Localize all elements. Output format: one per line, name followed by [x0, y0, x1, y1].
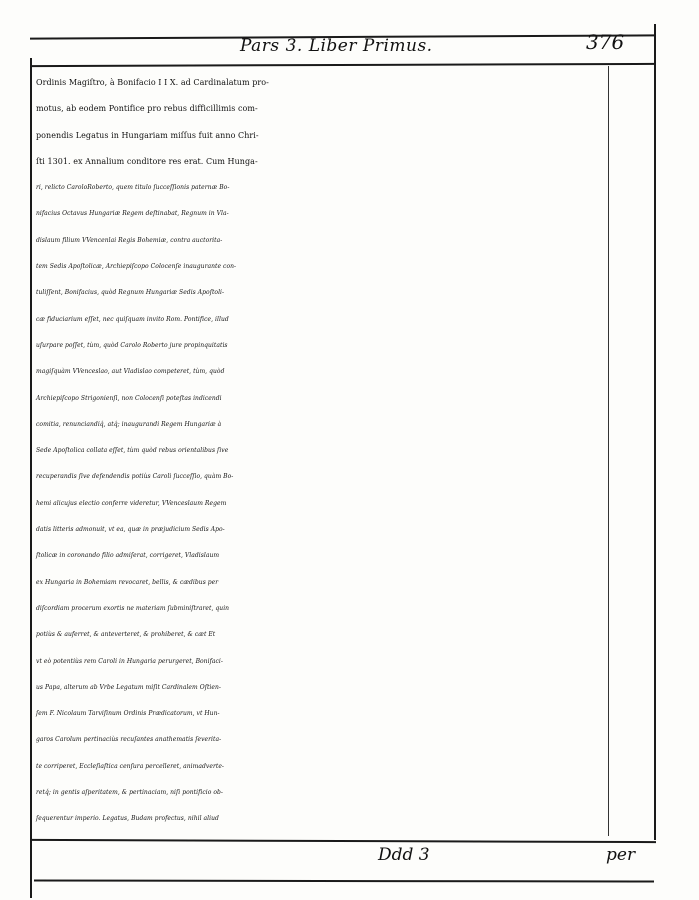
text-line: dislaum filium VVencenlai Regis Bohemiæ, contra auctorita-	[36, 236, 223, 244]
text-line: datis litteris admonuit, vt ea, quæ in præjudicium Sedis Apo-	[36, 526, 225, 534]
text-line: motus, ab eodem Pontifice pro rebus difficillimis com-	[36, 104, 258, 114]
body-text	[36, 70, 606, 833]
text-line: recuperandis ſive defendendis potiùs Caroli ſucceſſio, quàm Bo-	[36, 473, 234, 481]
text-line: vt eò potentiùs rem Caroli in Hungaria perurgeret, Bonifaci-	[36, 657, 223, 665]
text-line: uſurpare poſſet, tùm, quòd Carolo Roberto jure propinquitatis	[36, 341, 228, 349]
text-line: magiſquàm VVenceslao, aut Vladislao competeret, tùm, quòd	[36, 368, 225, 376]
text-line: Archiepiſcopo Strigonienſi, non Colocenſi poteſtas indicendi	[36, 394, 222, 402]
text-line: ſem F. Nicolaum Tarviſinum Ordinis Prædicatorum, vt Hun-	[36, 710, 220, 718]
text-line: ponendis Legatus in Hungariam miſſus fuit anno Chri-	[36, 130, 259, 140]
text-line: diſcordiam procerum exortis ne materiam ſubminiſtraret, quin	[36, 604, 230, 612]
footer-rule	[30, 839, 656, 843]
frame-left-rule	[30, 58, 32, 898]
text-line: Ordinis Magiſtro, à Bonifacio I I X. ad Cardinalatum pro-	[36, 78, 269, 87]
text-line: ſtolicæ in coronando filio admiſerat, corrigeret, Vladislaum	[36, 552, 220, 560]
text-line: cæ fiduciarium eſſet, nec quiſquam invito Rom. Pontifice, illud	[36, 315, 229, 323]
text-line: ex Hungaria in Bohemiam revocaret, bellis, & cædibus per	[36, 578, 219, 586]
text-line: comitia, renunciandiq́, atq́; inaugurandi Regem Hungariæ à	[36, 420, 222, 428]
text-line: tuliſſent, Bonifacius, quòd Regnum Hungariæ Sedis Apoſtoli-	[36, 289, 225, 297]
text-line: us Papa, alterum ab Vrbe Legatum miſit Cardinalem Oſtien-	[36, 683, 221, 691]
text-line: ſti 1301. ex Annalium conditore res erat. Cum Hunga-	[36, 156, 258, 166]
text-line: ri, relicto CaroloRoberto, quem titulo ſucceſſionis paternæ Bo-	[36, 184, 230, 192]
running-head: Pars 3. Liber Primus.	[240, 36, 433, 56]
bottom-rule	[34, 879, 654, 882]
text-block-right-rule	[608, 66, 609, 836]
text-line: retq́; in gentis aſperitatem, & pertinaciam, niſi pontificio ob-	[36, 789, 223, 797]
text-line: ſequerentur imperio. Legatus, Budam profectus, nihil aliud	[36, 815, 219, 823]
text-line: tem Sedis Apoſtolicæ, Archiepiſcopo Colocenſe inaugurante con-	[36, 263, 237, 271]
text-line: te corriperet, Eccleſiaſtica cenſura percelleret, animadverte-	[36, 762, 224, 770]
frame-right-rule	[654, 24, 656, 840]
text-line: hemi alicujus electio conferre videretur, VVenceslaum Regem	[36, 499, 227, 507]
text-line: garos Carolum pertinaciùs recuſantes anathematis ſeverita-	[36, 736, 222, 744]
signature-mark: Ddd 3	[378, 845, 430, 865]
text-line: potiùs & auferret, & anteverteret, & prohiberet, & cæt Et	[36, 631, 216, 639]
text-line: nifacius Octavus Hungariæ Regem deſtinabat, Regnum in Vla-	[36, 210, 229, 218]
header-rule	[30, 63, 656, 67]
catchword: per	[606, 845, 636, 865]
page-number: 376	[586, 30, 625, 54]
text-line: Sede Apoſtolica collata eſſet, tùm quòd rebus orientalibus ſive	[36, 447, 229, 455]
